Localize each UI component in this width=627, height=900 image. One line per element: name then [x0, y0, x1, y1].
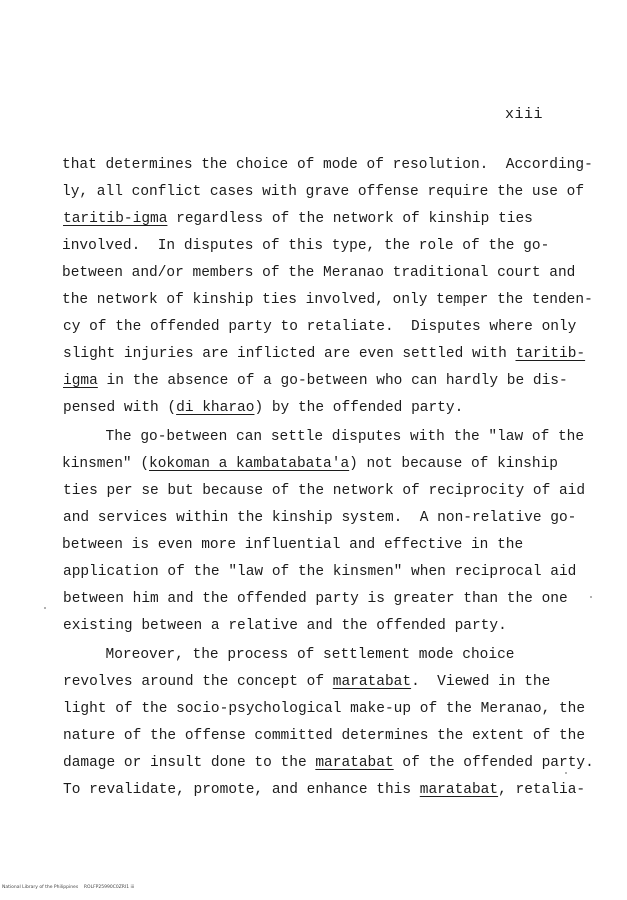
- text-line: [63, 317, 576, 337]
- text-line: [63, 753, 594, 773]
- text-segment: pensed with (: [63, 400, 177, 416]
- text-segment: ) not because of kinship: [349, 456, 558, 472]
- scan-speck: [565, 772, 567, 774]
- text-segment: ) by the offended party.: [254, 400, 464, 416]
- text-line: [62, 535, 523, 555]
- underlined-term: igma: [63, 373, 98, 389]
- text-line: [62, 182, 584, 202]
- text-line: [62, 427, 584, 447]
- text-segment: that determines the choice of mode of resolution. According-: [62, 157, 593, 173]
- text-segment: Moreover, the process of settlement mode choice: [62, 647, 515, 663]
- text-line: [63, 780, 585, 800]
- underlined-term: kokoman a kambatabata'a: [149, 456, 350, 472]
- text-line: [63, 398, 463, 418]
- text-segment: kinsmen" (: [62, 456, 150, 472]
- text-segment: light of the socio-psychological make-up of the Meranao, the: [63, 701, 586, 717]
- text-segment: cy of the offended party to retaliate. Disputes where only: [63, 319, 577, 335]
- text-segment: between is even more influential and effective in the: [62, 537, 524, 553]
- text-segment: between and/or members of the Meranao traditional court and: [62, 265, 576, 281]
- underlined-term: di kharao: [176, 400, 255, 416]
- text-line: [63, 508, 576, 528]
- text-line: [63, 562, 576, 582]
- text-line: [62, 263, 575, 283]
- text-line: [62, 645, 514, 665]
- text-segment: . Viewed in the: [411, 674, 551, 690]
- text-segment: , retalia-: [498, 782, 586, 798]
- text-segment: the network of kinship ties involved, only temper the tenden-: [62, 292, 593, 308]
- scan-footer: National Library of the Philippines ROLFP25990C0ZRI1 iii: [2, 885, 135, 890]
- text-line: [63, 616, 507, 636]
- text-segment: in the absence of a go-between who can hardly be dis-: [97, 373, 568, 389]
- text-line: [62, 290, 593, 310]
- text-segment: revolves around the concept of: [63, 674, 333, 690]
- text-line: [63, 371, 568, 391]
- text-line: [63, 672, 550, 692]
- text-segment: The go-between can settle disputes with the "law of the: [62, 429, 585, 445]
- text-segment: slight injuries are inflicted are even settled with: [63, 346, 516, 362]
- underlined-term: taritib-igma: [63, 211, 168, 227]
- text-line: [62, 236, 549, 256]
- text-segment: application of the "law of the kinsmen" when reciprocal aid: [63, 564, 577, 580]
- text-line: [63, 209, 533, 229]
- text-segment: ties per se but because of the network of reciprocity of aid: [63, 483, 586, 499]
- text-segment: between him and the offended party is greater than the one: [63, 591, 568, 607]
- text-line: [63, 344, 585, 364]
- text-segment: involved. In disputes of this type, the role of the go-: [62, 238, 550, 254]
- text-line: [62, 155, 593, 175]
- text-line: [63, 699, 585, 719]
- text-line: [63, 726, 585, 746]
- underlined-term: maratabat: [419, 782, 499, 798]
- text-segment: ly, all conflict cases with grave offense require the use of: [62, 184, 585, 200]
- text-segment: damage or insult done to the: [63, 755, 316, 771]
- text-segment: nature of the offense committed determines the extent of the: [63, 728, 586, 744]
- text-line: [62, 454, 558, 474]
- text-segment: existing between a relative and the offended party.: [63, 618, 507, 634]
- text-segment: and services within the kinship system. A non-relative go-: [63, 510, 577, 526]
- text-segment: To revalidate, promote, and enhance this: [63, 782, 420, 798]
- text-segment: of the offended party.: [393, 755, 594, 771]
- underlined-term: maratabat: [315, 755, 394, 771]
- text-line: [63, 589, 568, 609]
- scan-speck: [44, 607, 46, 609]
- underlined-term: maratabat: [332, 674, 412, 690]
- underlined-term: taritib-: [515, 346, 586, 362]
- page-number: xiii: [505, 106, 544, 123]
- scan-speck: [590, 596, 592, 598]
- text-segment: regardless of the network of kinship ties: [167, 211, 533, 227]
- text-line: [63, 481, 585, 501]
